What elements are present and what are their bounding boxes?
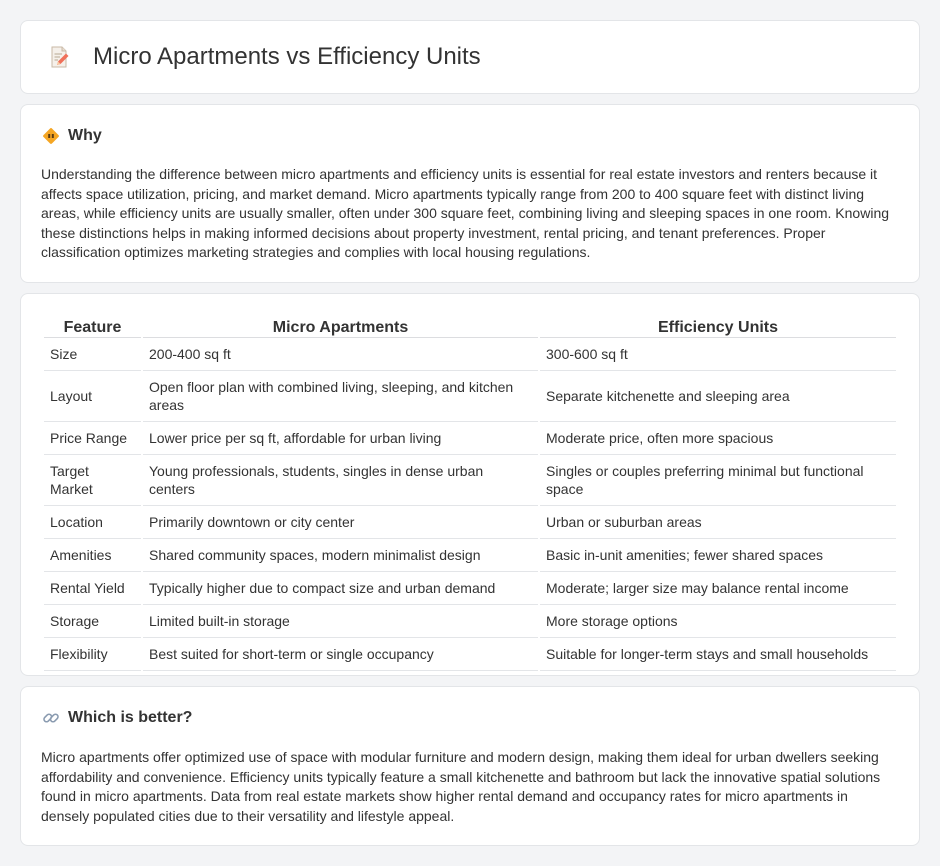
column-header-feature: Feature [44, 316, 141, 338]
feature-cell: Flexibility [44, 638, 141, 671]
table-row [44, 572, 896, 605]
table-row [44, 539, 896, 572]
table-row [44, 506, 896, 539]
efficiency-units-cell: Moderate price, often more spacious [540, 422, 896, 455]
table-row [44, 638, 896, 671]
better-heading: Which is better? [68, 709, 193, 726]
efficiency-units-cell: Basic in-unit amenities; fewer shared spaces [540, 539, 896, 572]
feature-cell: Size [44, 338, 141, 371]
column-header-efficiency-units: Efficiency Units [540, 316, 896, 338]
title-card [20, 20, 920, 94]
comparison-card [20, 293, 920, 676]
why-card [20, 104, 920, 283]
table-row [44, 371, 896, 422]
table-row [44, 338, 896, 371]
micro-apartments-cell: Primarily downtown or city center [143, 506, 538, 539]
feature-cell: Location [44, 506, 141, 539]
link-icon [42, 709, 60, 727]
why-heading: Why [68, 127, 102, 144]
table-row [44, 455, 896, 506]
micro-apartments-cell: Limited built-in storage [143, 605, 538, 638]
why-text: Understanding the difference between micro apartments and efficiency units is essential for real estate investors and renters because it affects space utilization, pricing, and market demand. Micro apartments typically range from 200 to 400 square feet with distinct living areas, while efficiency units are usually smaller, often under 300 square feet, combining living and sleeping spaces in one room. Knowing these distinctions helps in making informed decisions about property investment, rental pricing, and tenant preferences. Proper classification optimizes marketing strategies and complies with local housing regulations. [41, 166, 890, 261]
efficiency-units-cell: Singles or couples preferring minimal but functional space [540, 455, 896, 506]
table-header-row [44, 316, 896, 338]
better-heading-row [42, 709, 192, 727]
feature-cell: Storage [44, 605, 141, 638]
feature-cell: Rental Yield [44, 572, 141, 605]
efficiency-units-cell: Urban or suburban areas [540, 506, 896, 539]
why-heading-row [42, 127, 102, 145]
page-title: Micro Apartments vs Efficiency Units [93, 43, 481, 70]
diamond-sign-icon [42, 127, 60, 145]
feature-cell: Amenities [44, 539, 141, 572]
which-is-better-card [20, 686, 920, 846]
micro-apartments-cell: Lower price per sq ft, affordable for urban living [143, 422, 538, 455]
micro-apartments-cell: Typically higher due to compact size and urban demand [143, 572, 538, 605]
micro-apartments-cell: Young professionals, students, singles in dense urban centers [143, 455, 538, 506]
micro-apartments-cell: Shared community spaces, modern minimalist design [143, 539, 538, 572]
column-header-micro-apartments: Micro Apartments [143, 316, 538, 338]
feature-cell: Price Range [44, 422, 141, 455]
efficiency-units-cell: 300-600 sq ft [540, 338, 896, 371]
micro-apartments-cell: Open floor plan with combined living, sleeping, and kitchen areas [143, 371, 538, 422]
feature-cell: Layout [44, 371, 141, 422]
efficiency-units-cell: Separate kitchenette and sleeping area [540, 371, 896, 422]
micro-apartments-cell: Best suited for short-term or single occupancy [143, 638, 538, 671]
table-row [44, 422, 896, 455]
feature-cell: Target Market [44, 455, 141, 506]
comparison-table [42, 316, 898, 671]
efficiency-units-cell: Suitable for longer-term stays and small households [540, 638, 896, 671]
title-row [21, 21, 919, 93]
efficiency-units-cell: Moderate; larger size may balance rental income [540, 572, 896, 605]
better-text: Micro apartments offer optimized use of space with modular furniture and modern design, making them ideal for urban dwellers seeking affordability and convenience. Efficiency units typically feature a small kitchenette and bathroom but lack the innovative spatial solutions found in micro apartments. Data from real estate markets show higher rental demand and occupancy rates for micro apartments in densely populated cities due to their versatility and lifestyle appeal. [41, 749, 881, 824]
memo-pencil-icon [47, 45, 71, 69]
micro-apartments-cell: 200-400 sq ft [143, 338, 538, 371]
table-row [44, 605, 896, 638]
efficiency-units-cell: More storage options [540, 605, 896, 638]
